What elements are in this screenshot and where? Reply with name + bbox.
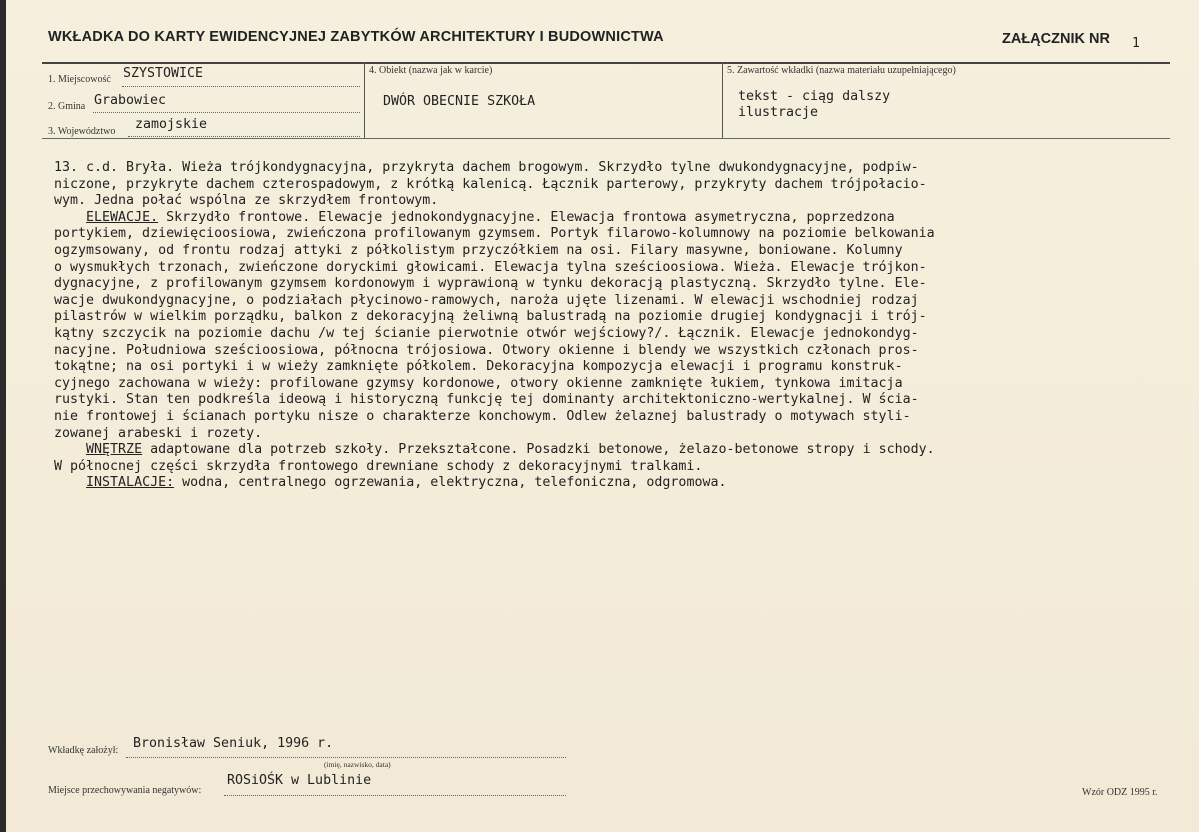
- form-model-label: Wzór ODZ 1995 r.: [1082, 787, 1158, 798]
- object-label: 4. Obiekt (nazwa jak w karcie): [369, 65, 493, 76]
- paragraph-bryla: 13. c.d. Bryła. Wieża trójkondygnacyjna, przykryta dachem brogowym. Skrzydło tylne dwukondygnacyjne, podpiw- niczone, przykryte dachem czterospadowym, z krótką kalenicą. Łącznik parterowy, przykryty dachem trójpołacio- wym. Jedna połać wspólna ze skrzydłem frontowym.: [54, 160, 927, 209]
- paragraph-instalacje: wodna, centralnego ogrzewania, elektryczna, telefoniczna, odgromowa.: [174, 475, 727, 491]
- attachment-number: 1: [1132, 36, 1140, 51]
- header-bottom-rule: [42, 138, 1170, 139]
- paragraph-wnetrze: adaptowane dla potrzeb szkoły. Przekształcone. Posadzki betonowe, żelazo-betonowe stropy i schody. W północnej części skrzydła frontowego drewniane schody z dekoracyjnymi tralkami.: [54, 442, 935, 474]
- object-value: DWÓR OBECNIE SZKOŁA: [383, 94, 536, 109]
- locality-label: 1. Miejscowość: [48, 74, 111, 85]
- content-value-line-2: ilustracje: [738, 105, 819, 120]
- content-label: 5. Zawartość wkładki (nazwa materiału uzupełniającego): [727, 65, 956, 76]
- commune-label: 2. Gmina: [48, 101, 86, 112]
- description-text: [54, 160, 1199, 492]
- storage-value: ROSiOŚK w Lublinie: [227, 773, 372, 788]
- province-value: zamojskie: [135, 117, 208, 132]
- province-dotted-line: [128, 136, 360, 137]
- province-label: 3. Województwo: [48, 126, 116, 137]
- storage-dotted-line: [224, 795, 566, 796]
- form-title: WKŁADKA DO KARTY EWIDENCYJNEJ ZABYTKÓW ARCHITEKTURY I BUDOWNICTWA: [48, 29, 664, 45]
- section-heading-instalacje: INSTALACJE:: [86, 475, 175, 491]
- header-divider-2: [722, 62, 723, 138]
- author-dotted-line: [126, 757, 566, 758]
- header-top-rule: [42, 62, 1170, 64]
- author-hint: (imię, nazwisko, data): [324, 760, 391, 769]
- section-heading-wnetrze: WNĘTRZE: [86, 442, 143, 458]
- content-value-line-1: tekst - ciąg dalszy: [738, 89, 891, 104]
- locality-value: SZYSTOWICE: [123, 66, 204, 81]
- author-value: Bronisław Seniuk, 1996 r.: [133, 736, 334, 751]
- author-label: Wkładkę założył:: [48, 745, 119, 756]
- paragraph-elewacje: Skrzydło frontowe. Elewacje jednokondygnacyjne. Elewacja frontowa asymetryczna, poprzedzona portykiem, dziewięcioosiowa, zwieńczona profilowanym gzymsem. Portyk filarowo-kolumnowy na poziomie belkowania ogzymsowany, od frontu rodzaj attyki z półkolistym przyczółkiem na osi. Filary masywne, boniowane. Kolumny o wysmukłych trzonach, zwieńczone doryckimi głowicami. Elewacja tylna sześcioosiowa. Wieża. Elewacje trójkon- dygnacyjne, z profilowanym gzymsem kordonowym i wyprawioną w tynku dekoracją plastyczną. Skrzydło tylne. Ele- wacje dwukondygnacyjne, o podziałach płycinowo-ramowych, naroża ujęte lizenami. W elewacji wschodniej rodzaj pilastrów w wielkim porządku, balkon z dekoracyjną żeliwną balustradą na poziomie drugiej kondygnacji i trój- kątny szczycik na poziomie dachu /w tej ścianie pierwotnie otwór wejściowy?/. Łącznik. Elewacje jednokondyg- nacyjne. Południowa sześcioosiowa, północna trójosiowa. Otwory okienne i blendy we wszystkich członach pros- tokątne; na osi portyki i w wieży zamknięte półkolem. Dekoracyjna kompozycja elewacji i programu konstruk- cyjnego zachowana w wieży: profilowane gzymsy kordonowe, otwory okienne zamknięte łukiem, tynkowa imitacja rustyki. Stan ten podkreśla ideową i historyczną funkcję tej dominanty architektoniczno-wertykalnej. W ścia- nie frontowej i ścianach portyku nisze o charakterze konchowym. Odlew żelaznej balustrady o motywach styli- zowanej arabeski i rozety.: [54, 209, 935, 441]
- section-heading-elewacje: ELEWACJE.: [86, 209, 159, 225]
- attachment-label: ZAŁĄCZNIK NR: [1002, 31, 1110, 47]
- commune-value: Grabowiec: [94, 93, 167, 108]
- storage-label: Miejsce przechowywania negatywów:: [48, 785, 202, 796]
- locality-dotted-line: [122, 86, 360, 87]
- header-divider-1: [364, 62, 365, 138]
- commune-dotted-line: [93, 112, 360, 113]
